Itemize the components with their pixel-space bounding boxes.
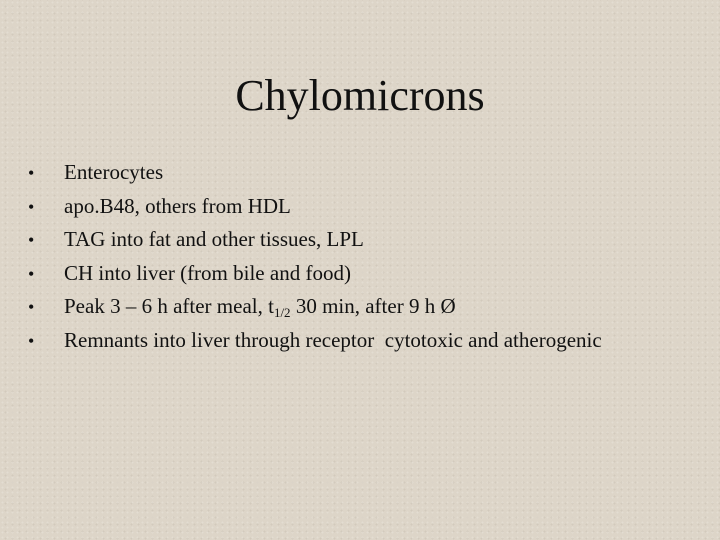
half-life-subscript: 1/2 — [273, 305, 291, 320]
bullet-text: Enterocytes — [64, 160, 164, 184]
slide-title: Chylomicrons — [235, 71, 485, 120]
bullet-item — [28, 223, 602, 257]
bullet-dot-icon: • — [28, 263, 35, 284]
bullet-item — [28, 324, 602, 358]
bullet-text: Remnants into liver through receptor cytotoxic and atherogenic — [64, 327, 602, 352]
bullet-text: apo.B48, others from HDL — [64, 193, 291, 218]
bullet-text: TAG into fat and other tissues, LPL — [64, 227, 364, 251]
bullet-dot-icon: • — [28, 297, 35, 317]
bullet-dot-icon: • — [28, 196, 35, 217]
bullet-item — [28, 190, 602, 224]
bullet-item — [28, 290, 602, 324]
bullet-text: CH into liver (from bile and food) — [64, 260, 351, 285]
bullet-item — [28, 257, 602, 291]
bullet-text — [64, 290, 456, 323]
bullet-dot-icon: • — [28, 330, 35, 351]
bullet-text-pre: Peak 3 – 6 h after meal, t — [64, 294, 274, 318]
bullet-list — [28, 156, 602, 357]
bullet-text-post: 30 min, after 9 h Ø — [290, 294, 456, 318]
bullet-dot-icon: • — [28, 163, 35, 183]
bullet-dot-icon: • — [28, 230, 35, 250]
bullet-item — [28, 156, 602, 190]
